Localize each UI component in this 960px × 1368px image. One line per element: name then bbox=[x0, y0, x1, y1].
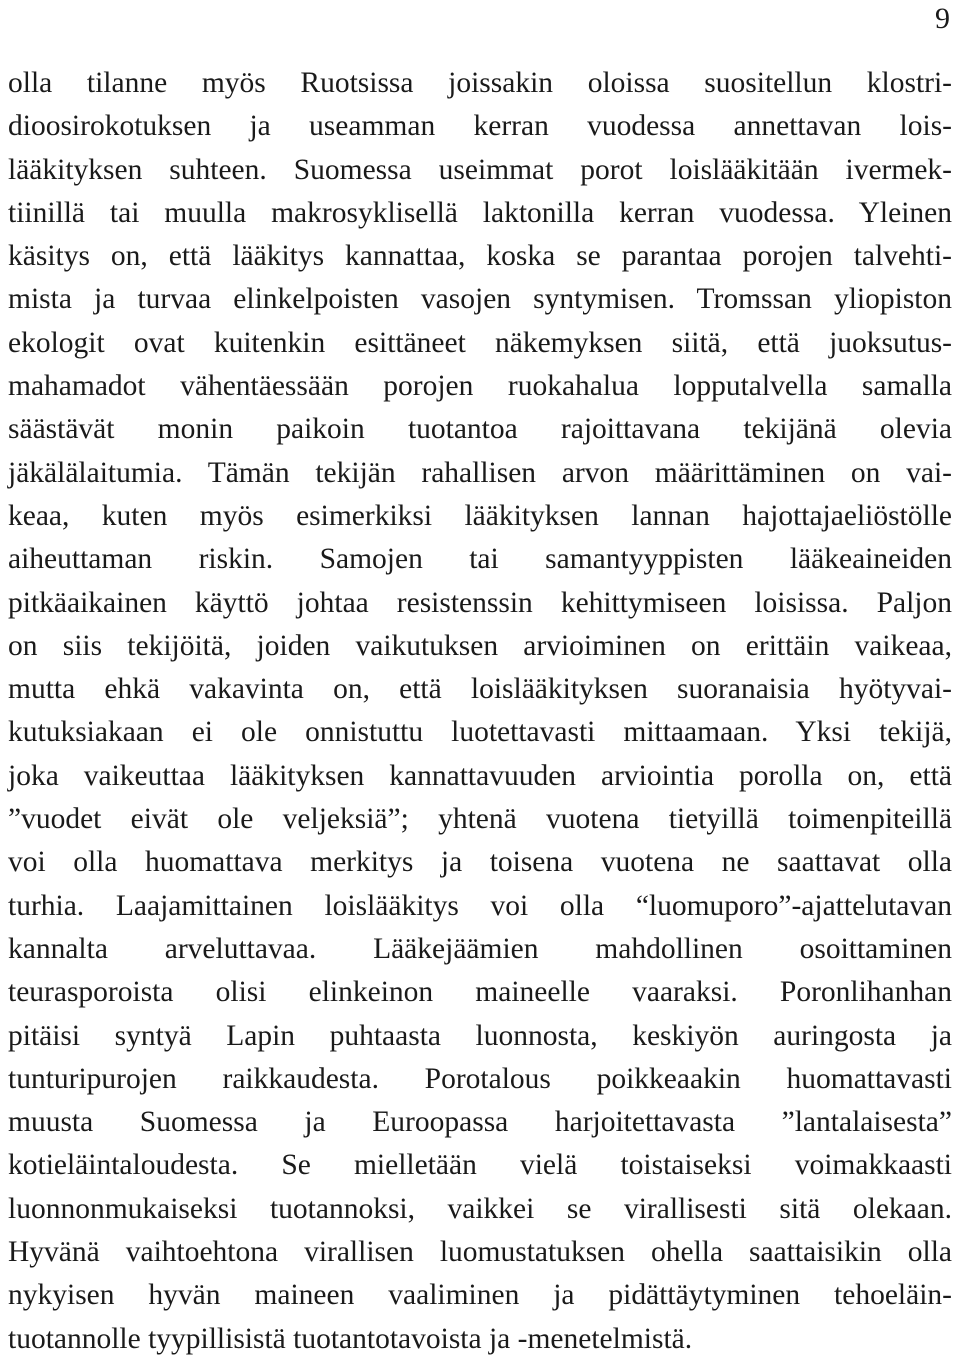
text-line: keaa, kuten myös esimerkiksi lääkityksen lannan hajottajaeliöstölle bbox=[8, 499, 952, 532]
text-line: mahamadot vähentäessään porojen ruokahalua lopputalvella samalla bbox=[8, 370, 952, 403]
text-line: pitkäaikainen käyttö johtaa resistenssin kehittymiseen loisissa. Paljon bbox=[8, 586, 952, 619]
text-line: tunturipurojen raikkaudesta. Porotalous poikkeaakin huomattavasti bbox=[8, 1062, 952, 1095]
text-line: luonnonmukaiseksi tuotannoksi, vaikkei se virallisesti sitä olekaan. bbox=[8, 1192, 952, 1225]
text-line: käsitys on, että lääkitys kannattaa, koska se parantaa porojen talvehti- bbox=[8, 240, 952, 273]
text-line: kannalta arveluttavaa. Lääkejäämien mahdollinen osoittaminen bbox=[8, 932, 952, 965]
text-line: turhia. Laajamittainen loislääkitys voi olla “luomuporo”-ajattelutavan bbox=[8, 889, 952, 922]
page-number: 9 bbox=[935, 2, 950, 35]
text-line: mista ja turvaa elinkelpoisten vasojen syntymisen. Tromssan yliopiston bbox=[8, 283, 952, 316]
body-paragraph bbox=[8, 62, 952, 1361]
text-line: ”vuodet eivät ole veljeksiä”; yhtenä vuotena tietyillä toimenpiteillä bbox=[8, 803, 952, 836]
text-line: aiheuttaman riskin. Samojen tai samantyyppisten lääkeaineiden bbox=[8, 543, 952, 576]
text-line: ekologit ovat kuitenkin esittäneet näkemyksen siitä, että juoksutus- bbox=[8, 326, 952, 359]
text-line: teurasporoista olisi elinkeinon maineelle vaaraksi. Poronlihanhan bbox=[8, 976, 952, 1009]
text-line: Hyvänä vaihtoehtona virallisen luomustatuksen ohella saattaisikin olla bbox=[8, 1236, 952, 1269]
text-line: säästävät monin paikoin tuotantoa rajoittavana tekijänä olevia bbox=[8, 413, 952, 446]
text-line: tuotannolle tyypillisistä tuotantotavoista ja -menetelmistä. bbox=[8, 1322, 693, 1355]
text-line: joka vaikeuttaa lääkityksen kannattavuuden arviointia porolla on, että bbox=[8, 759, 952, 792]
text-line: muusta Suomessa ja Euroopassa harjoitettavasta ”lantalaisesta” bbox=[8, 1106, 952, 1139]
text-line: pitäisi syntyä Lapin puhtaasta luonnosta, keskiyön auringosta ja bbox=[8, 1019, 952, 1052]
text-line: kotieläintaloudesta. Se mielletään vielä toistaiseksi voimakkaasti bbox=[8, 1149, 952, 1182]
text-line: dioosirokotuksen ja useamman kerran vuodessa annettavan lois- bbox=[8, 110, 952, 143]
text-line: kutuksiakaan ei ole onnistuttu luotettavasti mittaamaan. Yksi tekijä, bbox=[8, 716, 952, 749]
text-line: mutta ehkä vakavinta on, että loislääkityksen suoranaisia hyötyvai- bbox=[8, 673, 952, 706]
text-line: lääkityksen suhteen. Suomessa useimmat porot loislääkitään ivermek- bbox=[8, 153, 952, 186]
text-line: nykyisen hyvän maineen vaaliminen ja pidättäytyminen tehoeläin- bbox=[8, 1279, 952, 1312]
text-line: voi olla huomattava merkitys ja toisena vuotena ne saattavat olla bbox=[8, 846, 952, 879]
text-line: jäkälälaitumia. Tämän tekijän rahallisen arvon määrittäminen on vai- bbox=[8, 456, 952, 489]
text-line: olla tilanne myös Ruotsissa joissakin oloissa suositellun klostri- bbox=[8, 67, 952, 99]
text-line: on siis tekijöitä, joiden vaikutuksen arvioiminen on erittäin vaikeaa, bbox=[8, 629, 952, 662]
text-line: tiinillä tai muulla makrosyklisellä laktonilla kerran vuodessa. Yleinen bbox=[8, 196, 952, 229]
